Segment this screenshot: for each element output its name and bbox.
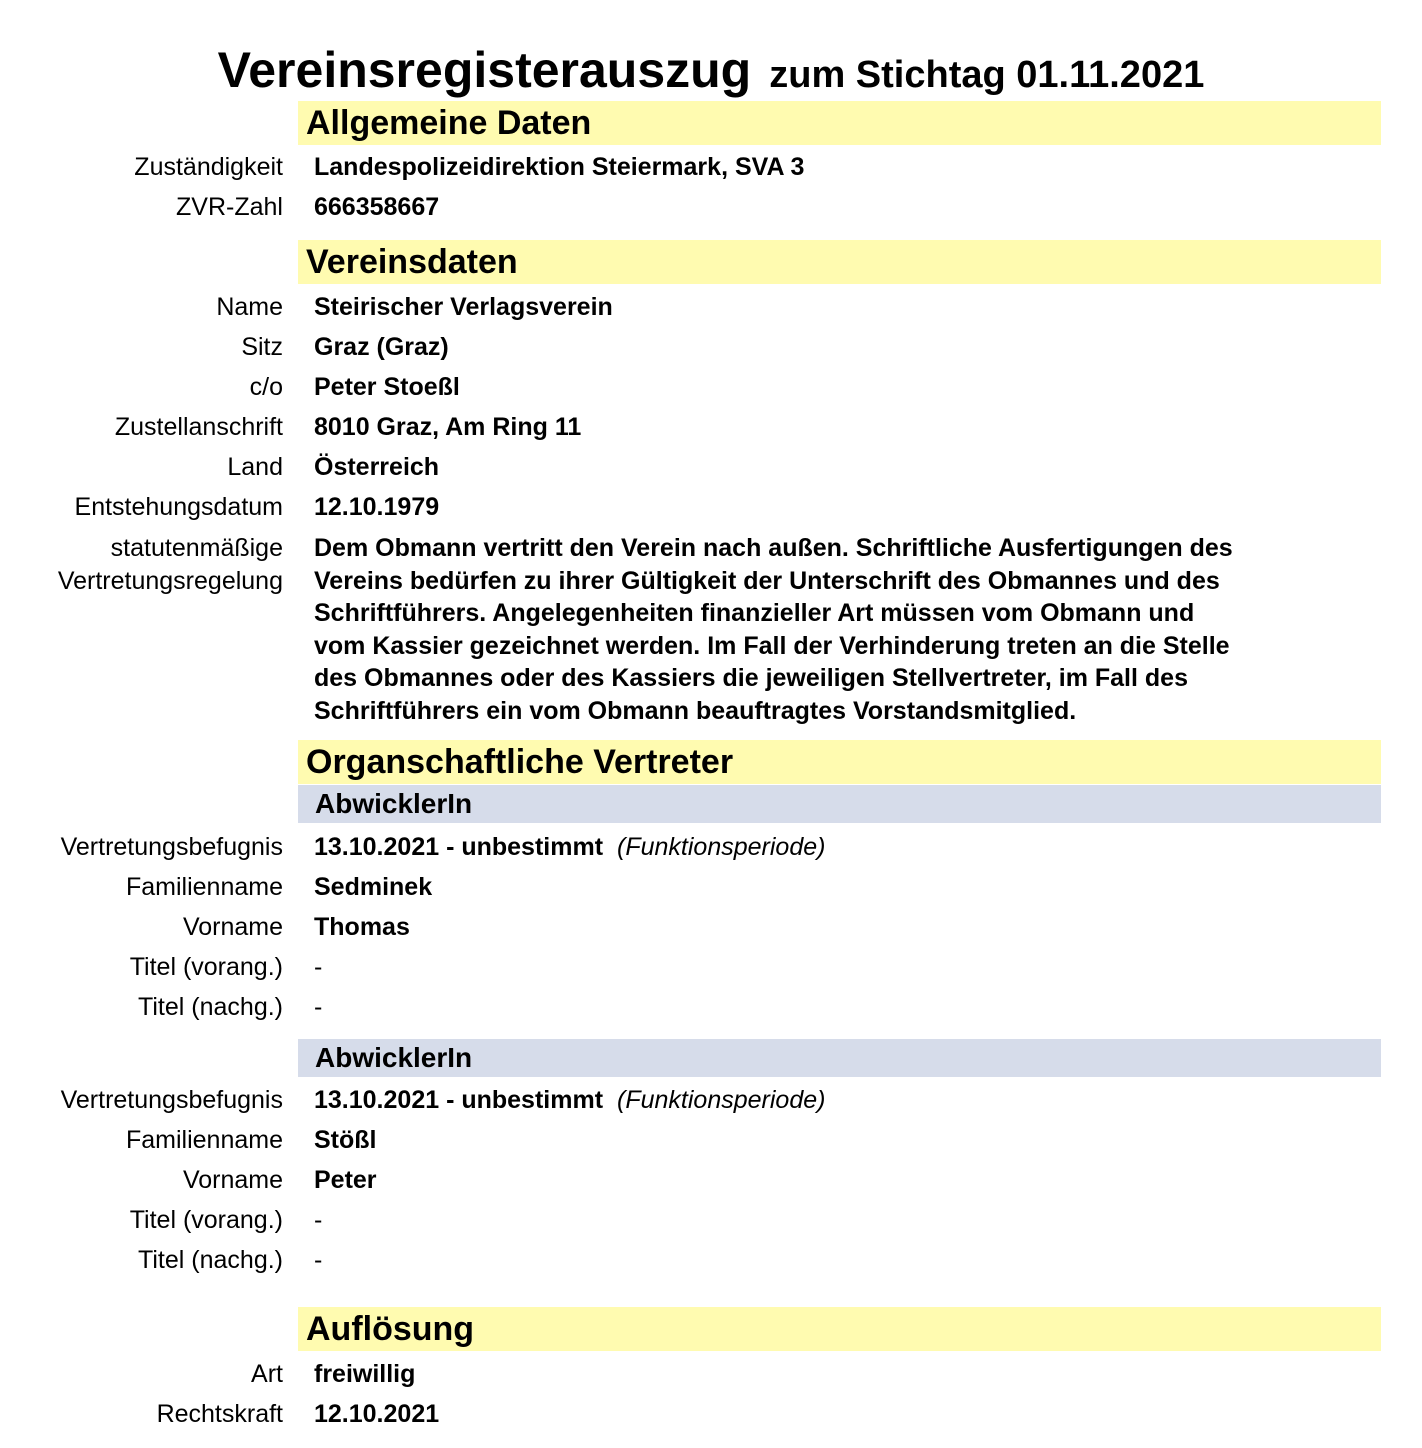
befugnis-note: (Funktionsperiode) <box>617 1086 826 1114</box>
title-subtitle: zum Stichtag 01.11.2021 <box>769 54 1205 96</box>
field-value: Steirischer Verlagsverein <box>314 293 613 321</box>
text-line: des Obmannes oder des Kassiers die jeweiligen Stellvertreter, im Fall des <box>314 664 1188 692</box>
field-value: Peter <box>314 1166 377 1194</box>
field-value: 12.10.2021 <box>314 1400 440 1428</box>
field-label: c/o <box>249 373 283 401</box>
field-row <box>0 367 1422 407</box>
field-label: Titel (nachg.) <box>138 993 283 1021</box>
field-value <box>314 1080 825 1120</box>
section-heading-vereinsdaten: Vereinsdaten <box>298 240 1381 284</box>
section-heading-aufloesung: Auflösung <box>298 1307 1381 1351</box>
befugnis-period: 13.10.2021 - unbestimmt <box>314 833 604 861</box>
field-label: Zustellanschrift <box>114 413 283 441</box>
label-line: statutenmäßige <box>110 534 283 562</box>
subsection-heading-role: AbwicklerIn <box>298 1039 1381 1077</box>
subsection-heading-role: AbwicklerIn <box>298 785 1381 823</box>
field-row <box>0 1160 1422 1200</box>
field-row <box>0 867 1422 907</box>
vertretungsregelung-text <box>314 532 1314 727</box>
field-row <box>0 147 1422 187</box>
field-value: Österreich <box>314 453 440 481</box>
field-label: ZVR-Zahl <box>176 193 283 221</box>
text-line: vom Kassier gezeichnet werden. Im Fall der Verhinderung treten an die Stelle <box>314 631 1230 660</box>
field-label: Familienname <box>125 1126 283 1154</box>
field-value: - <box>314 1246 323 1274</box>
text-line: Dem Obmann vertritt den Verein nach außen. Schriftliche Ausfertigungen des <box>314 534 1233 562</box>
field-row <box>0 327 1422 367</box>
field-label: Name <box>216 293 283 321</box>
field-row <box>0 827 1422 867</box>
text-line: Schriftführers. Angelegenheiten finanzieller Art müssen vom Obmann und <box>314 599 1195 627</box>
field-row <box>0 447 1422 487</box>
field-value: Peter Stoeßl <box>314 373 460 401</box>
field-row <box>0 987 1422 1027</box>
field-row <box>0 1080 1422 1120</box>
befugnis-period: 13.10.2021 - unbestimmt <box>314 1086 604 1114</box>
field-label: Rechtskraft <box>156 1400 283 1428</box>
label-line: Vertretungsregelung <box>57 566 283 595</box>
field-row <box>0 187 1422 227</box>
field-value: - <box>314 953 323 981</box>
field-value <box>314 827 825 867</box>
field-row <box>0 287 1422 327</box>
field-row <box>0 1240 1422 1280</box>
field-label: Familienname <box>125 873 283 901</box>
text-line: Vereins bedürfen zu ihrer Gültigkeit der Unterschrift des Obmannes und des <box>314 566 1220 595</box>
field-label: Land <box>227 453 283 481</box>
field-label: Vorname <box>182 913 283 941</box>
field-value: 12.10.1979 <box>314 493 440 521</box>
field-row <box>0 487 1422 527</box>
field-label: Sitz <box>241 333 283 361</box>
field-value: freiwillig <box>314 1360 416 1388</box>
field-value: Sedminek <box>314 873 433 901</box>
field-row <box>0 907 1422 947</box>
field-label: Zuständigkeit <box>134 153 283 181</box>
field-label: Vertretungsbefugnis <box>60 833 283 861</box>
section-heading-allgemein: Allgemeine Daten <box>298 101 1381 145</box>
field-label: Art <box>251 1360 283 1388</box>
field-row <box>0 1354 1422 1394</box>
field-label: Vertretungsbefugnis <box>60 1086 283 1114</box>
field-label: Vorname <box>182 1166 283 1194</box>
field-value: Stößl <box>314 1126 377 1154</box>
field-row <box>0 1120 1422 1160</box>
field-value: 8010 Graz, Am Ring 11 <box>314 413 582 441</box>
field-row <box>0 1200 1422 1240</box>
field-value: Graz (Graz) <box>314 333 449 361</box>
section-heading-organe: Organschaftliche Vertreter <box>298 740 1381 784</box>
field-label: Titel (vorang.) <box>129 1206 283 1234</box>
field-label <box>0 532 283 597</box>
vertretungsregelung-row <box>0 532 1422 732</box>
field-value: - <box>314 1206 323 1234</box>
field-value: Thomas <box>314 913 410 941</box>
befugnis-note: (Funktionsperiode) <box>617 833 826 861</box>
field-label: Titel (vorang.) <box>129 953 283 981</box>
field-value: 666358667 <box>314 193 440 221</box>
field-row <box>0 407 1422 447</box>
text-line: Schriftführers ein vom Obmann beauftragtes Vorstandsmitglied. <box>314 696 1077 725</box>
field-label: Entstehungsdatum <box>74 493 283 521</box>
field-value: - <box>314 993 323 1021</box>
field-label: Titel (nachg.) <box>138 1246 283 1274</box>
field-value: Landespolizeidirektion Steiermark, SVA 3 <box>314 153 805 181</box>
title-main: Vereinsregisterauszug <box>217 42 752 98</box>
field-row <box>0 1394 1422 1434</box>
field-row <box>0 947 1422 987</box>
